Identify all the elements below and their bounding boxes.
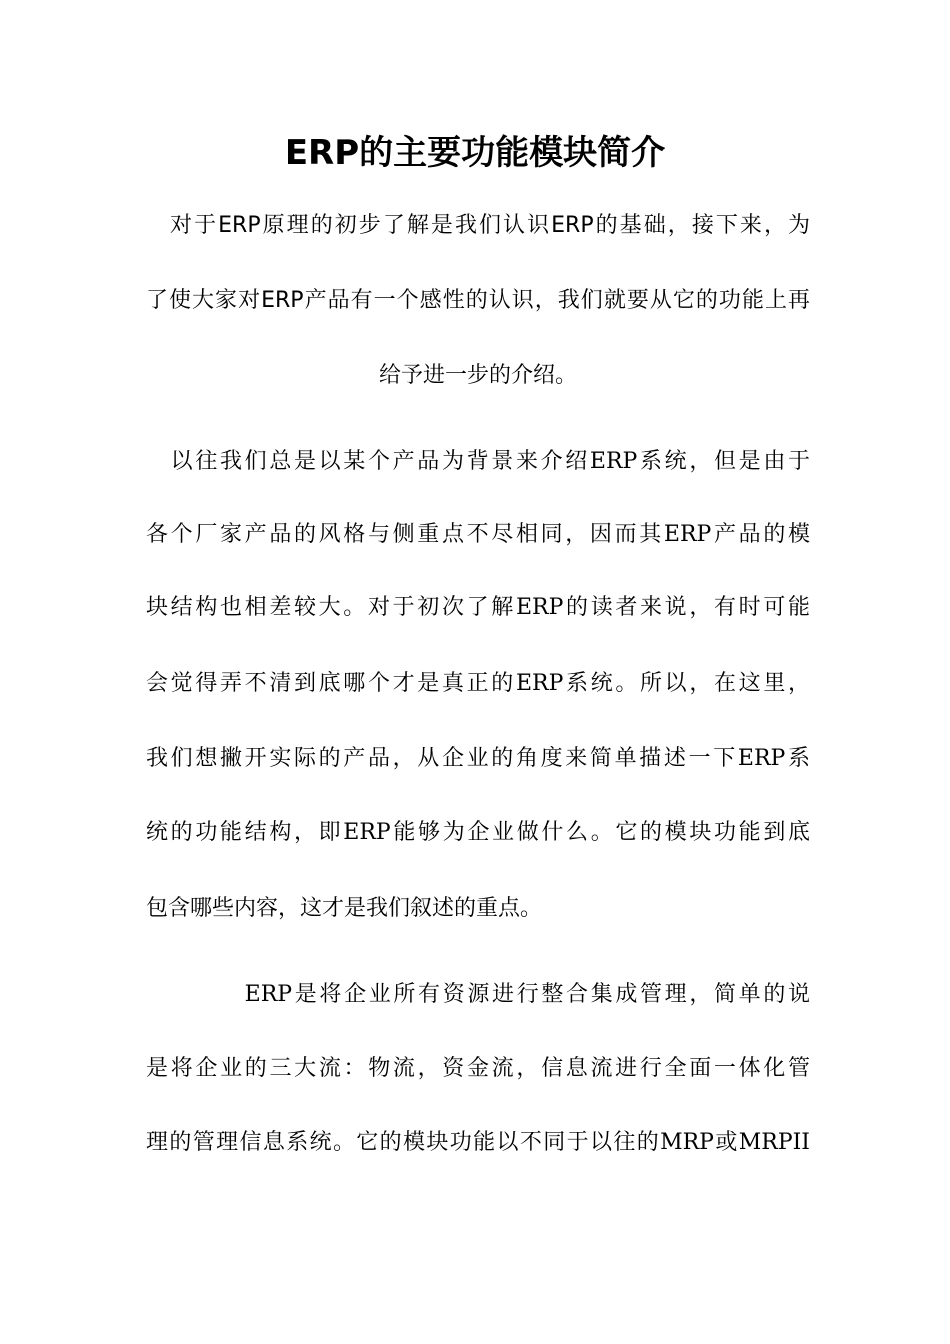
paragraph-3-line-3: 理的管理信息系统。它的模块功能以不同于以往的MRP或MRPII (146, 1130, 810, 1155)
paragraph-1-line-2: 了使大家对ERP产品有一个感性的认识，我们就要从它的功能上再 (146, 288, 810, 313)
paragraph-2-line-1: 以往我们总是以某个产品为背景来介绍ERP系统，但是由于 (146, 449, 810, 474)
paragraph-3-line-1: ERP是将企业所有资源进行整合集成管理，简单的说 (146, 982, 810, 1007)
paragraph-2-line-2: 各个厂家产品的风格与侧重点不尽相同，因而其ERP产品的模 (146, 522, 810, 547)
paragraph-2-line-3: 块结构也相差较大。对于初次了解ERP的读者来说，有时可能 (146, 595, 810, 620)
paragraph-1-line-3: 给予进一步的介绍。 (378, 363, 577, 388)
document-title: ERP的主要功能模块简介 (284, 133, 666, 173)
paragraph-2-line-5: 我们想撇开实际的产品，从企业的角度来简单描述一下ERP系 (146, 746, 810, 771)
paragraph-2-line-6: 统的功能结构，即ERP能够为企业做什么。它的模块功能到底 (146, 820, 810, 845)
paragraph-2-line-4: 会觉得弄不清到底哪个才是真正的ERP系统。所以，在这里， (146, 671, 810, 696)
paragraph-3-line-2: 是将企业的三大流：物流，资金流，信息流进行全面一体化管 (146, 1056, 810, 1081)
paragraph-1-line-1: 对于ERP原理的初步了解是我们认识ERP的基础，接下来，为 (146, 213, 810, 238)
paragraph-2-line-7: 包含哪些内容，这才是我们叙述的重点。 (146, 896, 543, 921)
